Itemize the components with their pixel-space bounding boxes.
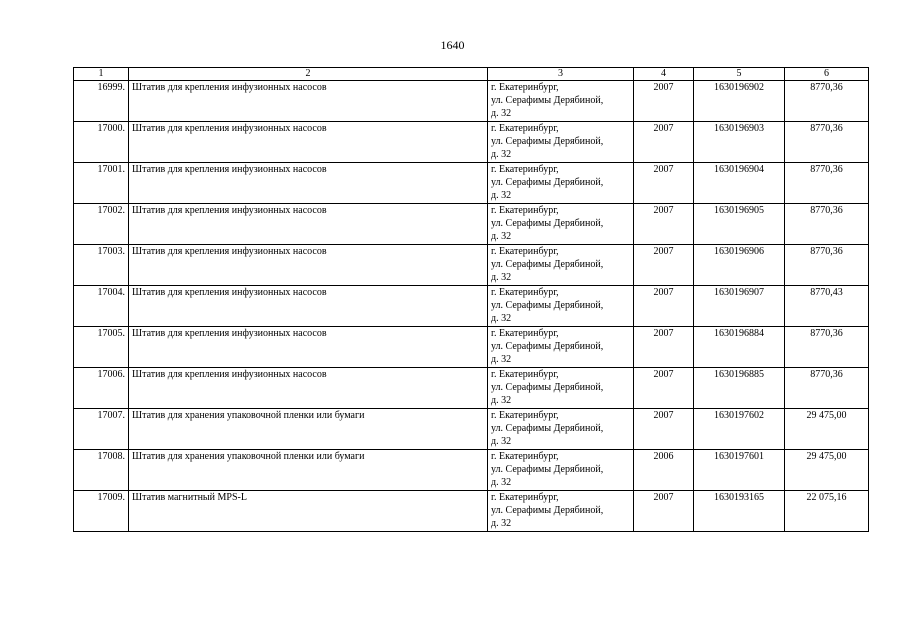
table-row xyxy=(74,204,869,245)
item-year: 2007 xyxy=(634,327,694,368)
item-cost: 8770,36 xyxy=(785,245,869,286)
table-row xyxy=(74,491,869,532)
item-name: Штатив для хранения упаковочной пленки или бумаги xyxy=(129,409,488,450)
table-row xyxy=(74,286,869,327)
item-name: Штатив для хранения упаковочной пленки или бумаги xyxy=(129,450,488,491)
item-name: Штатив для крепления инфузионных насосов xyxy=(129,368,488,409)
column-header: 1 xyxy=(74,68,129,81)
inventory-number: 1630196902 xyxy=(694,81,785,122)
item-year: 2007 xyxy=(634,286,694,327)
row-number: 17003. xyxy=(74,245,129,286)
row-number: 17001. xyxy=(74,163,129,204)
item-year: 2007 xyxy=(634,163,694,204)
item-address: г. Екатеринбург, ул. Серафимы Дерябиной, д. 32 xyxy=(488,81,634,122)
row-number: 16999. xyxy=(74,81,129,122)
table-row xyxy=(74,245,869,286)
table-row xyxy=(74,409,869,450)
row-number: 17007. xyxy=(74,409,129,450)
inventory-number: 1630197601 xyxy=(694,450,785,491)
column-header: 3 xyxy=(488,68,634,81)
row-number: 17008. xyxy=(74,450,129,491)
item-cost: 29 475,00 xyxy=(785,409,869,450)
inventory-number: 1630193165 xyxy=(694,491,785,532)
item-address: г. Екатеринбург, ул. Серафимы Дерябиной, д. 32 xyxy=(488,491,634,532)
table-row xyxy=(74,368,869,409)
inventory-number: 1630196903 xyxy=(694,122,785,163)
item-address: г. Екатеринбург, ул. Серафимы Дерябиной, д. 32 xyxy=(488,286,634,327)
item-cost: 8770,36 xyxy=(785,204,869,245)
item-cost: 8770,36 xyxy=(785,368,869,409)
item-year: 2007 xyxy=(634,245,694,286)
row-number: 17004. xyxy=(74,286,129,327)
item-name: Штатив для крепления инфузионных насосов xyxy=(129,81,488,122)
item-cost: 29 475,00 xyxy=(785,450,869,491)
table-row xyxy=(74,163,869,204)
item-cost: 8770,36 xyxy=(785,81,869,122)
item-year: 2007 xyxy=(634,122,694,163)
column-header: 4 xyxy=(634,68,694,81)
item-name: Штатив для крепления инфузионных насосов xyxy=(129,327,488,368)
row-number: 17000. xyxy=(74,122,129,163)
item-year: 2007 xyxy=(634,409,694,450)
item-address: г. Екатеринбург, ул. Серафимы Дерябиной, д. 32 xyxy=(488,204,634,245)
item-address: г. Екатеринбург, ул. Серафимы Дерябиной, д. 32 xyxy=(488,327,634,368)
row-number: 17002. xyxy=(74,204,129,245)
property-table xyxy=(73,67,869,532)
item-name: Штатив для крепления инфузионных насосов xyxy=(129,245,488,286)
inventory-number: 1630196907 xyxy=(694,286,785,327)
inventory-number: 1630196906 xyxy=(694,245,785,286)
row-number: 17005. xyxy=(74,327,129,368)
table-header-row xyxy=(74,68,869,81)
item-cost: 8770,43 xyxy=(785,286,869,327)
inventory-number: 1630197602 xyxy=(694,409,785,450)
item-cost: 8770,36 xyxy=(785,122,869,163)
item-address: г. Екатеринбург, ул. Серафимы Дерябиной, д. 32 xyxy=(488,163,634,204)
item-address: г. Екатеринбург, ул. Серафимы Дерябиной, д. 32 xyxy=(488,450,634,491)
item-address: г. Екатеринбург, ул. Серафимы Дерябиной, д. 32 xyxy=(488,368,634,409)
item-cost: 22 075,16 xyxy=(785,491,869,532)
inventory-number: 1630196904 xyxy=(694,163,785,204)
item-address: г. Екатеринбург, ул. Серафимы Дерябиной, д. 32 xyxy=(488,122,634,163)
table-row xyxy=(74,81,869,122)
item-year: 2007 xyxy=(634,81,694,122)
item-year: 2007 xyxy=(634,491,694,532)
item-name: Штатив для крепления инфузионных насосов xyxy=(129,122,488,163)
item-year: 2006 xyxy=(634,450,694,491)
item-cost: 8770,36 xyxy=(785,327,869,368)
row-number: 17006. xyxy=(74,368,129,409)
column-header: 6 xyxy=(785,68,869,81)
table-row xyxy=(74,450,869,491)
page-number: 1640 xyxy=(440,38,465,52)
item-name: Штатив магнитный MPS-L xyxy=(129,491,488,532)
inventory-number: 1630196905 xyxy=(694,204,785,245)
item-year: 2007 xyxy=(634,204,694,245)
column-header: 2 xyxy=(129,68,488,81)
inventory-number: 1630196885 xyxy=(694,368,785,409)
item-name: Штатив для крепления инфузионных насосов xyxy=(129,163,488,204)
table-row xyxy=(74,122,869,163)
item-year: 2007 xyxy=(634,368,694,409)
item-name: Штатив для крепления инфузионных насосов xyxy=(129,204,488,245)
item-address: г. Екатеринбург, ул. Серафимы Дерябиной, д. 32 xyxy=(488,245,634,286)
item-cost: 8770,36 xyxy=(785,163,869,204)
table-row xyxy=(74,327,869,368)
item-address: г. Екатеринбург, ул. Серафимы Дерябиной, д. 32 xyxy=(488,409,634,450)
column-header: 5 xyxy=(694,68,785,81)
row-number: 17009. xyxy=(74,491,129,532)
item-name: Штатив для крепления инфузионных насосов xyxy=(129,286,488,327)
inventory-number: 1630196884 xyxy=(694,327,785,368)
